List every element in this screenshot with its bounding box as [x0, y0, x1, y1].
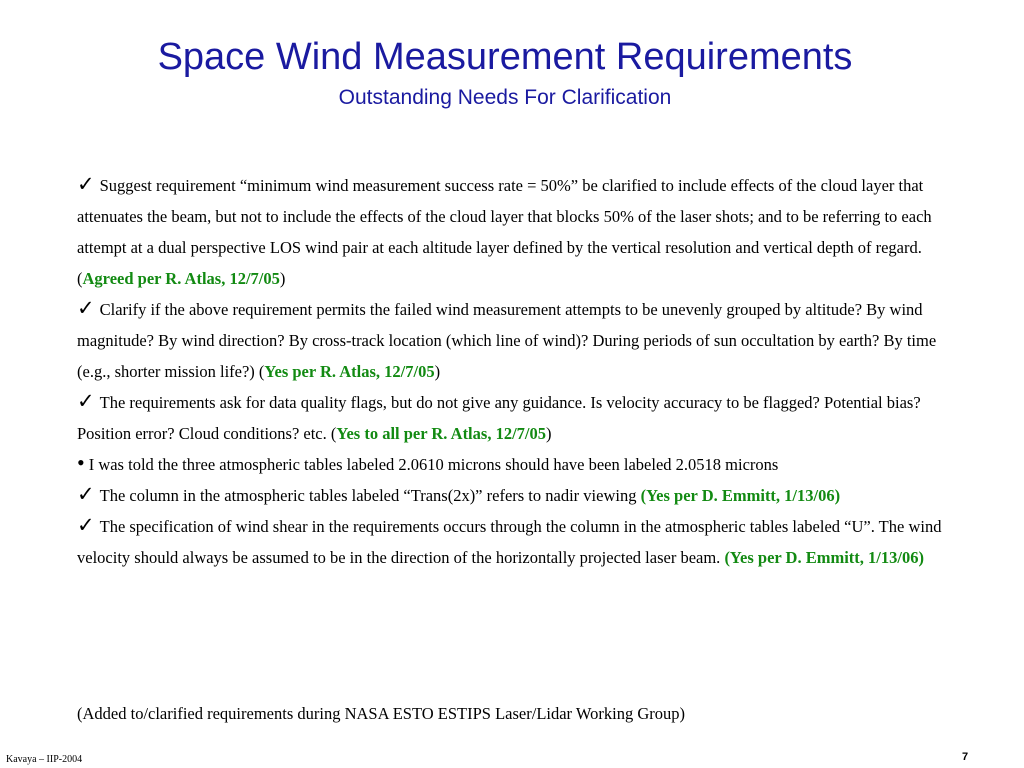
checkmark-icon: ✓ — [77, 389, 95, 413]
requirements-list — [77, 170, 969, 573]
resolution-note: Agreed per R. Atlas, 12/7/05 — [82, 269, 280, 288]
resolution-note: Yes per R. Atlas, 12/7/05 — [264, 362, 435, 381]
checkmark-icon: ✓ — [77, 482, 95, 506]
item-text: The specification of wind shear in the requirements occurs through the column in the atmospheric tables labeled “U”. The wind velocity should always be assumed to be in the direction of the horizontally projected laser beam. — [77, 517, 942, 567]
checkmark-icon: ✓ — [77, 513, 95, 537]
resolution-note: (Yes per D. Emmitt, 1/13/06) — [724, 548, 924, 567]
footer-author: Kavaya – IIP-2004 — [6, 754, 83, 765]
slide-title: Space Wind Measurement Requirements — [157, 36, 853, 78]
item-text-end: ) — [434, 362, 441, 381]
item-text-end: ) — [546, 424, 552, 443]
checkmark-icon: ✓ — [77, 172, 95, 196]
list-item — [77, 170, 969, 294]
page-number: 7 — [962, 751, 969, 763]
item-text: Suggest requirement “minimum wind measurement success rate = 50%” be clarified to include effects of the cloud layer that attenuates the beam, but not to include the effects of the cloud layer that blocks 50% of the laser shots; and to be referring to each attempt at a dual perspective LOS wind pair at each altitude layer defined by the vertical resolution and vertical depth of regard. ( — [77, 176, 932, 288]
resolution-note: (Yes per D. Emmitt, 1/13/06) — [640, 486, 841, 505]
list-item — [77, 387, 969, 449]
item-text: The requirements ask for data quality flags, but do not give any guidance. Is velocity accuracy to be flagged? Potential bias? Position error? Cloud conditions? etc. ( — [77, 393, 921, 443]
resolution-note: Yes to all per R. Atlas, 12/7/05 — [336, 424, 546, 443]
list-item — [77, 294, 969, 387]
item-text: I was told the three atmospheric tables labeled 2.0610 microns should have been labeled 2.0518 microns — [88, 455, 779, 474]
list-item — [77, 480, 969, 511]
checkmark-icon: ✓ — [77, 296, 95, 320]
item-text: Clarify if the above requirement permits the failed wind measurement attempts to be unevenly grouped by altitude? By wind magnitude? By wind direction? By cross-track location (which line of wind)? During periods of sun occultation by earth? By time (e.g., shorter mission life?) ( — [77, 300, 937, 381]
bullet-icon: • — [77, 450, 85, 475]
item-text: The column in the atmospheric tables labeled “Trans(2x)” refers to nadir viewing — [99, 486, 641, 505]
list-item — [77, 449, 969, 480]
list-item — [77, 511, 969, 573]
slide-subtitle: Outstanding Needs For Clarification — [338, 86, 672, 109]
footnote: (Added to/clarified requirements during NASA ESTO ESTIPS Laser/Lidar Working Group) — [77, 704, 685, 723]
item-text-end: ) — [279, 269, 286, 288]
